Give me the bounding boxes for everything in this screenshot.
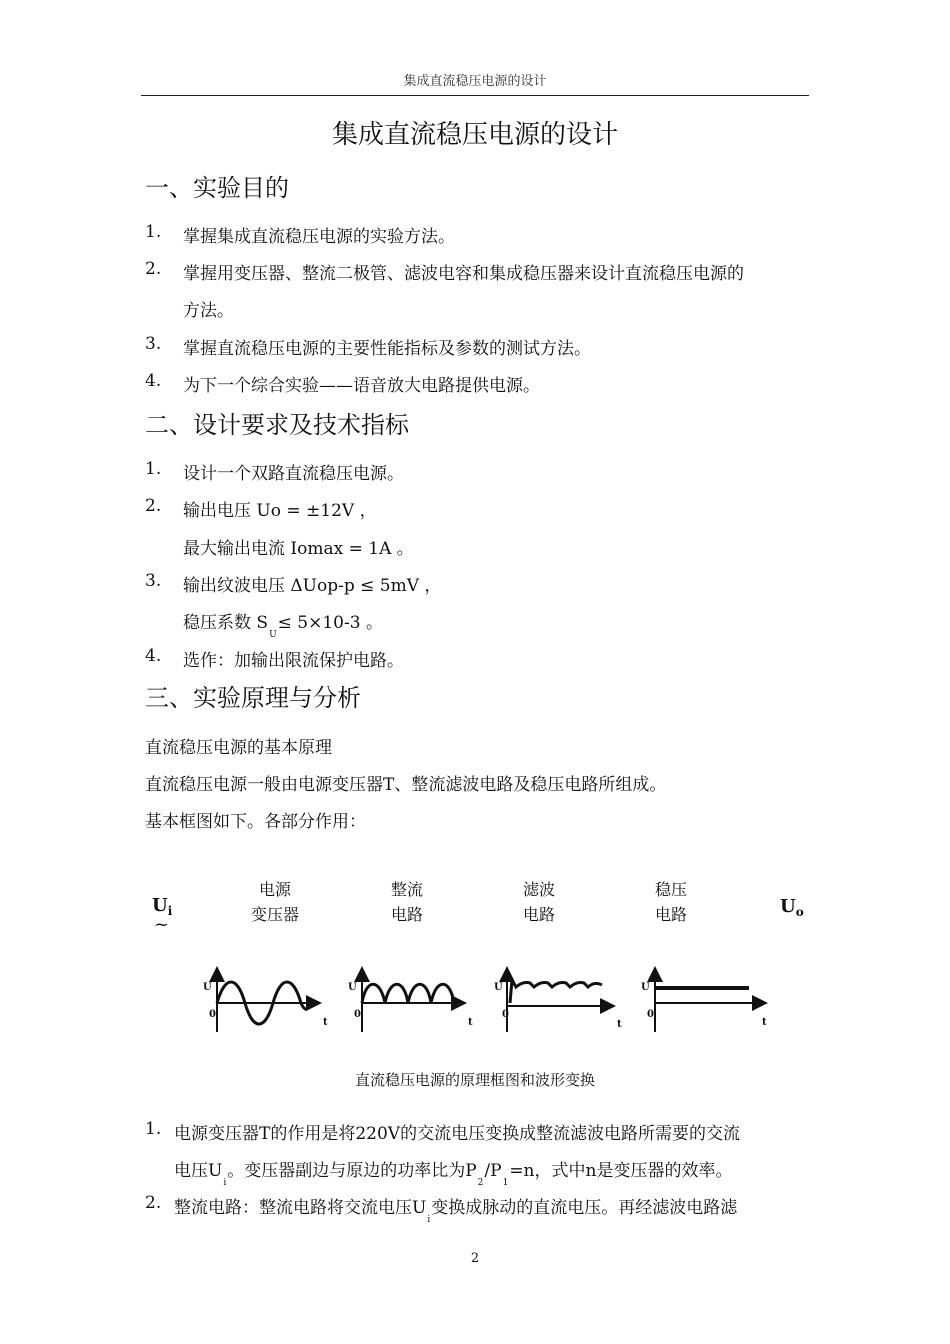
stability-label: 稳压系数 S xyxy=(183,613,269,633)
list-item: 为下一个综合实验——语音放大电路提供电源。 xyxy=(183,376,540,396)
block-transformer: 电源 变压器 xyxy=(250,880,299,924)
list-item-continuation: 最大输出电流 Iomax = 1A 。 xyxy=(183,539,414,559)
axis-label-zero: 0 xyxy=(209,1009,216,1020)
list-number: 2. xyxy=(145,496,162,516)
list-number: 2. xyxy=(145,259,162,279)
list-item: 掌握用变压器、整流二极管、滤波电容和集成稳压器来设计直流稳压电源的 xyxy=(183,264,744,284)
axis-label-zero: 0 xyxy=(502,1009,509,1020)
axis-label-t: t xyxy=(468,1017,473,1028)
list-item: 掌握集成直流稳压电源的实验方法。 xyxy=(183,227,455,247)
list-number: 3. xyxy=(145,334,162,354)
section-heading-principle: 三、实验原理与分析 xyxy=(145,684,361,712)
page-header: 集成直流稳压电源的设计 xyxy=(141,70,809,96)
list-number: 4. xyxy=(145,646,162,666)
output-voltage-label: $U_o$ xyxy=(780,896,804,919)
ripple-wave xyxy=(510,980,602,1003)
block-regulator: 稳压 电路 xyxy=(654,880,687,924)
page-number: 2 xyxy=(470,1251,480,1266)
list-item: 整流电路：整流电路将交流电压$U_i$变换成脉动的直流电压。再经滤波电路滤 xyxy=(174,1198,738,1225)
list-number: 2. xyxy=(145,1193,162,1213)
axis-label-u: U xyxy=(641,982,650,993)
axis-label-u: U xyxy=(494,982,503,993)
list-number: 1. xyxy=(145,1119,162,1139)
list-item: 设计一个双路直流稳压电源。 xyxy=(183,464,404,484)
rectified-wave xyxy=(362,984,454,1003)
axis-label-t: t xyxy=(617,1019,622,1030)
paragraph: 直流稳压电源一般由电源变压器T、整流滤波电路及稳压电路所组成。 xyxy=(145,775,667,795)
axis-label-zero: 0 xyxy=(354,1009,361,1020)
paragraph: 直流稳压电源的基本原理 xyxy=(145,738,332,758)
subscript: U xyxy=(269,630,277,640)
axis-label-t: t xyxy=(762,1017,767,1028)
stability-value: ≤ 5×10-3 。 xyxy=(277,613,383,633)
document-title: 集成直流稳压电源的设计 xyxy=(331,120,618,150)
list-item: 电源变压器T的作用是将220V的交流电压变换成整流滤波电路所需要的交流 xyxy=(174,1124,741,1144)
block-filter: 滤波 电路 xyxy=(522,880,555,924)
list-item: 选作：加输出限流保护电路。 xyxy=(183,651,404,671)
list-number: 4. xyxy=(145,371,162,391)
block-rectifier: 整流 电路 xyxy=(390,880,423,924)
axis-label-u: U xyxy=(203,982,212,993)
axis-label-t: t xyxy=(323,1017,328,1028)
axis-label-zero: 0 xyxy=(647,1009,654,1020)
axis-label-u: U xyxy=(348,982,357,993)
input-voltage-label: $U_i$ xyxy=(152,895,173,918)
figure-caption: 直流稳压电源的原理框图和波形变换 xyxy=(354,1071,595,1089)
list-item: 输出纹波电压 ΔUop-p ≤ 5mV ， xyxy=(183,576,442,596)
list-number: 1. xyxy=(145,222,162,242)
section-heading-requirements: 二、设计要求及技术指标 xyxy=(145,411,409,439)
paragraph: 基本框图如下。各部分作用： xyxy=(145,812,366,832)
list-number: 1. xyxy=(145,459,162,479)
list-item-continuation: 方法。 xyxy=(183,301,234,321)
list-number: 3. xyxy=(145,571,162,591)
ac-tilde-symbol: ~ xyxy=(154,914,170,935)
list-item-continuation: 电压$U_i$。变压器副边与原边的功率比为$P_2/P_1=n$，式中n是变压器的效率。 xyxy=(174,1161,733,1188)
list-item: 输出电压 Uo = ±12V ， xyxy=(183,501,377,521)
list-item: 掌握直流稳压电源的主要性能指标及参数的测试方法。 xyxy=(183,339,591,359)
section-heading-objectives: 一、实验目的 xyxy=(145,174,289,202)
